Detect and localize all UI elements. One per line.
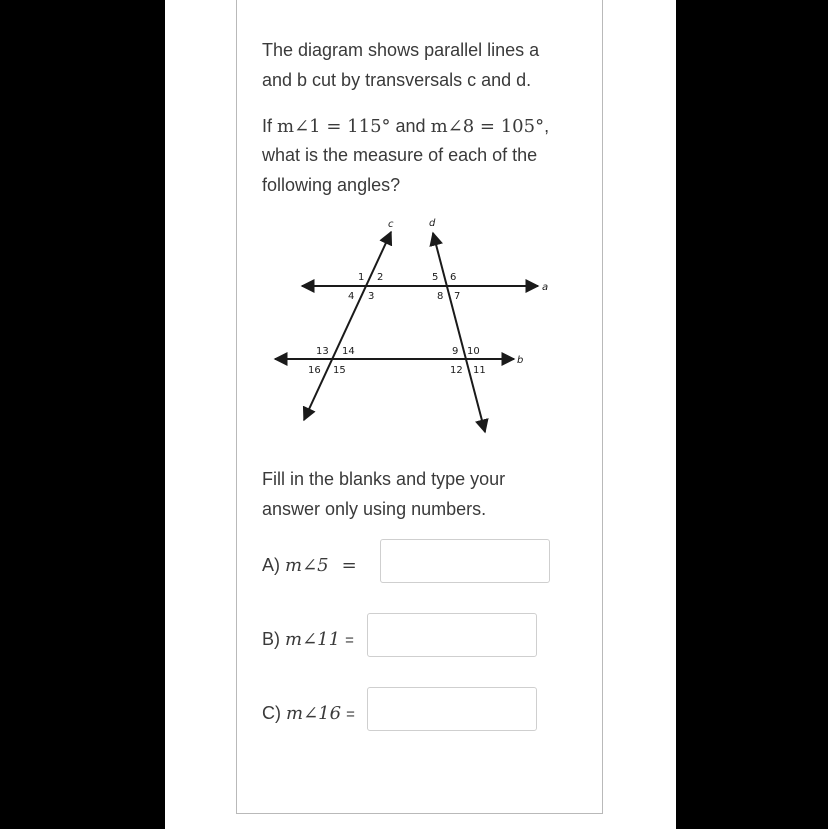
given-comma: , — [544, 116, 550, 136]
label-a: a — [542, 282, 549, 293]
angle-label-14: 14 — [342, 346, 355, 357]
part-c-answer-input[interactable] — [367, 687, 537, 731]
angle-label-11: 11 — [473, 365, 486, 376]
angle-label-13: 13 — [316, 346, 329, 357]
angle-label-5: 5 — [432, 272, 439, 283]
part-a-answer-input[interactable] — [380, 539, 550, 583]
angle-label-3: 3 — [368, 291, 375, 302]
part-b-equals: = — [345, 632, 354, 649]
part-c-angle: m∠16 — [286, 703, 342, 724]
transversal-c — [304, 232, 391, 420]
part-a-equals: = — [341, 555, 357, 576]
angle-label-7: 7 — [454, 291, 461, 302]
angle-label-4: 4 — [348, 291, 355, 302]
given-and: and — [395, 116, 426, 136]
label-b: b — [517, 355, 524, 366]
ask-line-2: following angles? — [262, 175, 401, 195]
part-c-prefix: C) — [262, 703, 281, 723]
part-b-prefix: B) — [262, 629, 280, 649]
page — [165, 0, 676, 829]
label-c: c — [388, 219, 394, 230]
angle-label-6: 6 — [450, 272, 457, 283]
angle-label-1: 1 — [358, 272, 365, 283]
transversal-d — [433, 233, 485, 432]
given-angle-1: m∠1 = 115° — [277, 116, 391, 137]
angle-label-9: 9 — [452, 346, 459, 357]
given-line — [262, 111, 602, 142]
given-if: If — [262, 116, 273, 136]
part-c-equals: = — [346, 706, 355, 723]
part-a-angle: m∠5 — [285, 555, 329, 576]
ask-line-1: what is the measure of each of the — [262, 145, 538, 165]
part-a-prefix: A) — [262, 555, 280, 575]
angle-label-2: 2 — [377, 272, 384, 283]
part-a-label — [262, 555, 357, 576]
intro-line-2: and b cut by transversals c and d. — [262, 70, 532, 90]
label-d: d — [429, 218, 436, 229]
intro-line-1: The diagram shows parallel lines a — [262, 40, 540, 60]
instructions-line-2: answer only using numbers. — [262, 499, 487, 519]
angle-label-15: 15 — [333, 365, 346, 376]
part-b-label — [262, 629, 354, 650]
parallel-lines-diagram — [260, 210, 560, 440]
angle-label-10: 10 — [467, 346, 480, 357]
part-b-answer-input[interactable] — [367, 613, 537, 657]
angle-label-8: 8 — [437, 291, 444, 302]
instructions-line-1: Fill in the blanks and type your — [262, 469, 506, 489]
angle-label-16: 16 — [308, 365, 321, 376]
given-angle-8: m∠8 = 105° — [430, 116, 545, 137]
part-c-label — [262, 703, 355, 724]
part-b-angle: m∠11 — [285, 629, 341, 650]
angle-label-12: 12 — [450, 365, 463, 376]
